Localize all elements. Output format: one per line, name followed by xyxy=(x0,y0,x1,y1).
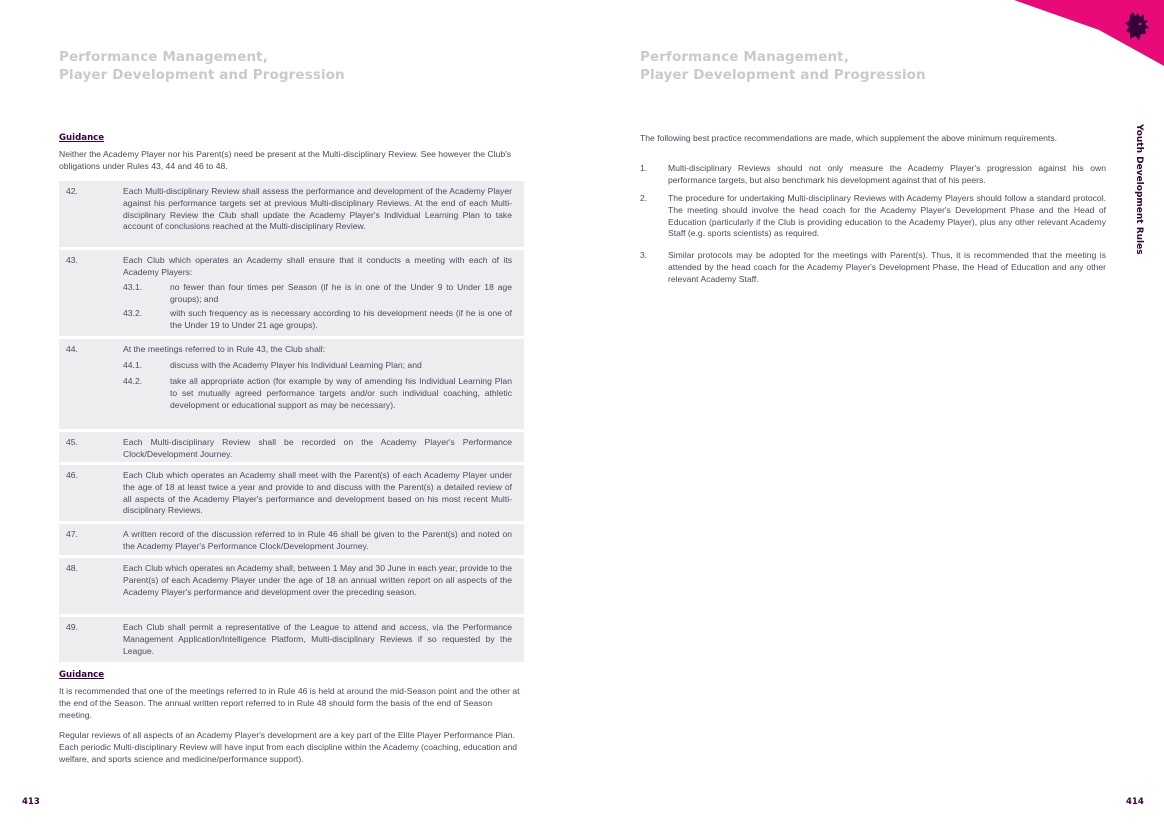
guidance-heading: Guidance xyxy=(59,133,105,143)
sub-clause-text: with such frequency as is necessary according to his development needs (if he is one of the Under 19 to Under 21 age groups). xyxy=(170,308,512,330)
recommendation-text: The procedure for undertaking Multi-disciplinary Reviews with Academy Players should follow a standard protocol. The meeting should involve the head coach for the Academy Player's Development Phase and the Head of Education (particularly if the Club is providing education to the Academy Player), plus any other relevant Academy Staff (e.g. sports scientists) as required. xyxy=(668,193,1106,239)
rule-text: Each Multi-disciplinary Review shall assess the performance and development of the Academy Player against his performance targets set at previous Multi-disciplinary Reviews. At the end of each Multi-disciplinary Review the Club shall update the Academy Player's Individual Learning Plan to take account of conclusions reached at the Multi-disciplinary Review. xyxy=(123,186,512,232)
side-section-label xyxy=(1130,124,1144,256)
rule-row xyxy=(59,558,524,614)
header-title-line1: Performance Management, xyxy=(640,49,849,65)
sub-clause-text: no fewer than four times per Season (if he is in one of the Under 9 to Under 18 age groups); and xyxy=(170,282,512,304)
intro-paragraph: The following best practice recommendations are made, which supplement the above minimum requirements. xyxy=(640,133,1057,143)
sub-clause-number: 43.2. xyxy=(123,308,143,318)
rule-number: 47. xyxy=(66,529,78,539)
rule-number: 43. xyxy=(66,255,78,265)
left-page-header xyxy=(59,48,345,84)
header-title-line1: Performance Management, xyxy=(59,49,268,65)
header-title-line2: Player Development and Progression xyxy=(59,67,345,83)
guidance-paragraph: Regular reviews of all aspects of an Academy Player's development are a key part of the Elite Player Performance Plan. Each periodic Multi-disciplinary Review will have input from each discipline within the Academy (coaching, education and welfare, and sports science and medicine/performance support). xyxy=(59,730,518,764)
guidance-text: Neither the Academy Player nor his Parent(s) need be present at the Multi-disciplinary Review. See however the Club's obligations under Rules 43, 44 and 46 to 48. xyxy=(59,149,512,171)
sub-clause-number: 44.2. xyxy=(123,376,143,386)
sub-clause-text: discuss with the Academy Player his Individual Learning Plan; and xyxy=(170,360,422,370)
guidance-paragraph: It is recommended that one of the meetings referred to in Rule 46 is held at around the mid-Season point and the other at the end of the Season. The annual written report referred to in Rule 48 should form the basis of the end of Season meeting. xyxy=(59,686,520,720)
rule-number: 48. xyxy=(66,563,78,573)
page-number-right: 414 xyxy=(1126,797,1144,807)
premier-league-lion-icon xyxy=(1124,12,1150,42)
rule-text: Each Club which operates an Academy shall, between 1 May and 30 June in each year, provide to the Parent(s) of each Academy Player under the age of 18 an annual written report on all aspects of the Academy Player's performance and development over the preceding season. xyxy=(123,563,512,597)
sub-clause-number: 44.1. xyxy=(123,360,143,370)
rule-row xyxy=(59,432,524,462)
recommendation-number: 1. xyxy=(640,163,648,173)
rule-text: Each Multi-disciplinary Review shall be recorded on the Academy Player's Performance Clock/Development Journey. xyxy=(123,437,512,459)
rule-row xyxy=(59,250,524,336)
right-page-header xyxy=(640,48,926,84)
header-title-line2: Player Development and Progression xyxy=(640,67,926,83)
rule-number: 46. xyxy=(66,470,78,480)
recommendation-text: Similar protocols may be adopted for the meetings with Parent(s). Thus, it is recommended that the meeting is attended by the head coach for the Academy Player's Development Phase, the Head of Education and any other relevant Academy Staff. xyxy=(668,250,1106,284)
rule-text: A written record of the discussion referred to in Rule 46 shall be given to the Parent(s) and noted on the Academy Player's Performance Clock/Development Journey. xyxy=(123,529,512,551)
page-number-left: 413 xyxy=(22,797,40,807)
sub-clause-number: 43.1. xyxy=(123,282,143,292)
recommendation-text: Multi-disciplinary Reviews should not only measure the Academy Player's progression against his own performance targets, but also benchmark his development against that of his peers. xyxy=(668,163,1106,185)
recommendation-number: 3. xyxy=(640,250,648,260)
rule-row xyxy=(59,617,524,662)
rule-text: Each Club shall permit a representative of the League to attend and access, via the Performance Management Application/Intelligence Platform, Multi-disciplinary Reviews if so requested by the League. xyxy=(123,622,512,656)
rule-row xyxy=(59,524,524,555)
rule-number: 45. xyxy=(66,437,78,447)
rule-text: At the meetings referred to in Rule 43, the Club shall: xyxy=(123,344,326,354)
rule-text: Each Club which operates an Academy shall ensure that it conducts a meeting with each of its Academy Players: xyxy=(123,255,512,277)
rule-number: 49. xyxy=(66,622,78,632)
side-label-text: Youth Development Rules xyxy=(1134,124,1144,255)
rule-row xyxy=(59,181,524,247)
rule-row xyxy=(59,465,524,521)
sub-clause-text: take all appropriate action (for example by way of amending his Individual Learning Plan to set mutually agreed performance targets and/or such individual coaching, athletic development or educational support as may be necessary). xyxy=(170,376,512,410)
rule-number: 42. xyxy=(66,186,78,196)
rule-row xyxy=(59,339,524,429)
guidance-heading: Guidance xyxy=(59,670,105,680)
rule-text: Each Club which operates an Academy shall meet with the Parent(s) of each Academy Player under the age of 18 at least twice a year and provide to and discuss with the Parent(s) a detailed review of all aspects of the Academy Player's performance and development based on his most recent Multi-disciplinary Reviews. xyxy=(123,470,512,516)
recommendation-number: 2. xyxy=(640,193,648,203)
rule-number: 44. xyxy=(66,344,78,354)
